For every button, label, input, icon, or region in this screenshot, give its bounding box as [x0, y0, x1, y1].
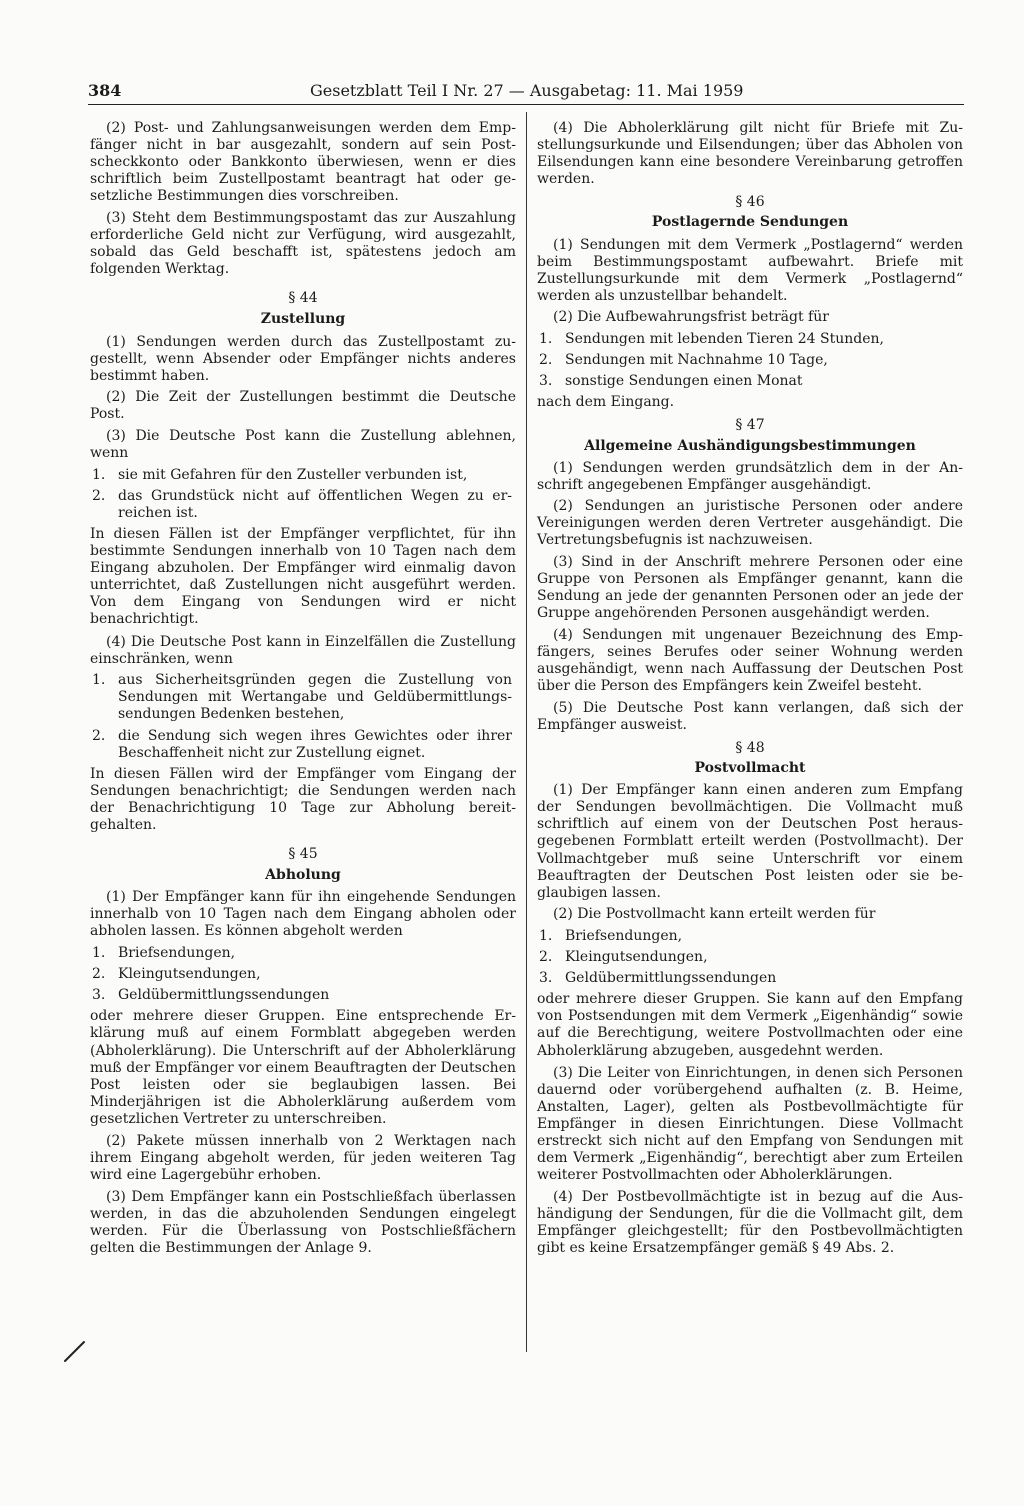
paragraph: (2) Die Postvollmacht kann erteilt werden für	[553, 906, 876, 923]
paragraph: oder mehrere dieser Gruppen. Sie kann auf den Empfang von Postsendungen mit dem Vermerk „Eigenhändig“ sowie auf die Berechtigung, weitere Postvollmachten oder eine Abholerklärung abzugeben, ausgedehnt werden.	[537, 991, 963, 1059]
paragraph: (3) Die Leiter von Einrichtungen, in denen sich Personen dauernd oder vorübergehend aufhalten (z. B. Heime, Anstalten, Lager), gelten als Postbevollmächtigte für Empfänger in diesen Einrichtungen. Diese Vollmacht erstreckt sich nicht auf den Empfang von Sendungen mit dem Vermerk „Eigenhändig“, berechtigt aber zum Erteilen weiterer Postvollmachten oder Abholerklärungen.	[537, 1064, 963, 1184]
list-item: 3. Geldübermittlungssendungen	[92, 987, 330, 1004]
paragraph: (3) Steht dem Bestimmungspostamt das zur Auszahlung erforderliche Geld nicht zur Verfügung, wird ausgezahlt, sobald das Geld beschafft ist, spätestens jedoch am folgenden Werktag.	[90, 209, 516, 278]
list-item: 1. Briefsendungen,	[539, 927, 683, 944]
paragraph: oder mehrere dieser Gruppen. Eine entsprechende Erklärung muß auf einem Formblatt abgegeben werden (Abholerklärung). Die Unterschrift auf der Abholerklärung muß der Empfänger vor einem Beauftragten der Deutschen Post leisten oder sie beglaubigen lassen. Bei Minderjährigen ist die Abholerklärung außerdem vom gesetzlichen Vertreter zu unterschreiben.	[90, 1008, 516, 1127]
paragraph: (5) Die Deutsche Post kann verlangen, daß sich der Empfänger ausweist.	[537, 699, 963, 733]
section-number: § 46	[735, 194, 765, 211]
paragraph: (1) Der Empfänger kann für ihn eingehende Sendungen innerhalb von 10 Tagen nach dem Eingang abholen oder abholen lassen. Es können abgeholt werden	[90, 889, 516, 940]
running-title: Gesetzblatt Teil I Nr. 27 — Ausgabetag: 11. Mai 1959	[310, 81, 744, 100]
section-title: Allgemeine Aushändigungsbestimmungen	[584, 437, 916, 454]
paragraph: (2) Pakete müssen innerhalb von 2 Werktagen nach ihrem Eingang abgeholt werden, für jeden weiteren Tag wird eine Lagergebühr erhoben.	[90, 1132, 516, 1184]
list-item: 2. Sendungen mit Nachnahme 10 Tage,	[539, 352, 828, 369]
section-title: Postlagernde Sendungen	[651, 214, 849, 231]
list-item: 1. sie mit Gefahren für den Zusteller verbunden ist,	[92, 466, 468, 483]
paragraph: (4) Der Postbevollmächtigte ist in bezug auf die Aushändigung der Sendungen, für die die Vollmacht gilt, dem Empfänger gleichgestellt; für den Postbevollmächtigten gibt es keine Ersatzempfänger gemäß § 49 Abs. 2.	[537, 1188, 963, 1257]
paragraph: (1) Sendungen mit dem Vermerk „Postlagernd“ werden beim Bestimmungspostamt aufbewahrt. Briefe mit Zustellungsurkunde mit dem Vermerk „Postlagernd“ werden als unzustellbar behandelt.	[537, 236, 963, 304]
paragraph: (4) Die Abholerklärung gilt nicht für Briefe mit Zustellungsurkunde und Eilsendungen; über das Abholen von Eilsendungen kann eine besondere Vereinbarung getroffen werden.	[537, 120, 963, 188]
paragraph: (1) Sendungen werden grundsätzlich dem in der Anschrift angegebenen Empfänger ausgehändigt.	[537, 459, 963, 493]
enumerated-list	[537, 331, 963, 390]
list-item: 1. Briefsendungen,	[92, 945, 236, 962]
paragraph: nach dem Eingang.	[537, 394, 675, 411]
paragraph: (3) Die Deutsche Post kann die Zustellung ablehnen, wenn	[90, 428, 516, 462]
pen-mark-icon	[62, 1338, 88, 1364]
page-number: 384	[88, 81, 122, 100]
section-number: § 44	[288, 290, 318, 307]
section-title: Zustellung	[260, 311, 346, 328]
enumerated-list	[537, 928, 963, 987]
list-item: 2. das Grundstück nicht auf öffentlichen Wegen zu erreichen ist.	[92, 487, 512, 521]
section-title: Abholung	[265, 867, 341, 884]
paragraph: (4) Die Deutsche Post kann in Einzelfällen die Zustellung einschränken, wenn	[90, 633, 516, 667]
enumerated-list	[90, 945, 516, 1004]
enumerated-list	[90, 467, 516, 522]
paragraph: (2) Sendungen an juristische Personen oder andere Vereinigungen werden deren Vertreter ausgehändigt. Die Vertretungsbefugnis ist nachzuweisen.	[537, 498, 963, 549]
left-column	[90, 120, 516, 1262]
page-header	[88, 80, 964, 102]
list-item: 1. Sendungen mit lebenden Tieren 24 Stunden,	[539, 331, 884, 348]
paragraph: (3) Dem Empfänger kann ein Postschließfach überlassen werden, in das die abzuholenden Sendungen eingelegt werden. Für die Überlassung von Postschließfächern gelten die Bestimmungen der Anlage 9.	[90, 1188, 516, 1257]
paragraph: (2) Post- und Zahlungsanweisungen werden dem Empfänger nicht in bar ausgezahlt, sondern auf sein Postscheckkonto oder Bankkonto überwiesen, wenn er dies schriftlich beim Zustellpostamt beantragt hat oder gesetzliche Bestimmungen dies vorschreiben.	[90, 120, 516, 205]
paragraph: In diesen Fällen wird der Empfänger vom Eingang der Sendungen benachrichtigt; die Sendungen werden nach der Benachrichtigung 10 Tage zur Abholung bereitgehalten.	[90, 765, 516, 833]
section-number: § 48	[735, 740, 765, 756]
section-number: § 45	[288, 846, 318, 863]
list-item: 3. Geldübermittlungssendungen	[539, 970, 777, 987]
column-divider	[526, 112, 527, 1352]
list-item: 3. sonstige Sendungen einen Monat	[539, 373, 803, 390]
paragraph: (2) Die Zeit der Zustellungen bestimmt die Deutsche Post.	[90, 389, 516, 423]
header-rule	[88, 104, 964, 105]
section-title: Postvollmacht	[694, 760, 806, 777]
paragraph: (2) Die Aufbewahrungsfrist beträgt für	[553, 309, 829, 326]
list-item: 2. Kleingutsendungen,	[92, 966, 261, 983]
paragraph: (1) Sendungen werden durch das Zustellpostamt zugestellt, wenn Absender oder Empfänger nichts anderes bestimmt haben.	[90, 333, 516, 384]
paragraph: (3) Sind in der Anschrift mehrere Personen oder eine Gruppe von Personen als Empfänger genannt, kann die Sendung an jede der genannten Personen oder an jede der Gruppe angehörenden Personen ausgehändigt werden.	[537, 554, 963, 622]
paragraph: (1) Der Empfänger kann einen anderen zum Empfang der Sendungen bevollmächtigen. Die Vollmacht muß schriftlich auf einem von der Deutschen Post herausgegebenen Formblatt erteilt werden (Postvollmacht). Der Vollmachtgeber muß seine Unterschrift vor einem Beauftragten der Deutschen Post leisten oder sie beglaubigen lassen.	[537, 782, 963, 901]
list-item: 1. aus Sicherheitsgründen gegen die Zustellung von Sendungen mit Wertangabe und Geldübermittlungssendungen Bedenken bestehen,	[92, 672, 512, 723]
list-item: 2. Kleingutsendungen,	[539, 949, 708, 966]
paragraph: In diesen Fällen ist der Empfänger verpflichtet, für ihn bestimmte Sendungen innerhalb von 10 Tagen nach dem Eingang abzuholen. Der Empfänger wird einmalig davon unterrichtet, daß Zustellungen nicht ausgeführt werden. Von dem Eingang von Sendungen wird er nicht benachrichtigt.	[90, 525, 516, 628]
paragraph: (4) Sendungen mit ungenauer Bezeichnung des Empfängers, seines Berufes oder seiner Wohnung werden ausgehändigt, wenn nach Auffassung der Deutschen Post über die Person des Empfängers kein Zweifel besteht.	[537, 626, 963, 695]
section-number: § 47	[735, 417, 765, 434]
right-column	[537, 120, 963, 1262]
list-item: 2. die Sendung sich wegen ihres Gewichtes oder ihrer Beschaffenheit nicht zur Zustellung eignet.	[92, 727, 512, 761]
enumerated-list	[90, 672, 516, 761]
